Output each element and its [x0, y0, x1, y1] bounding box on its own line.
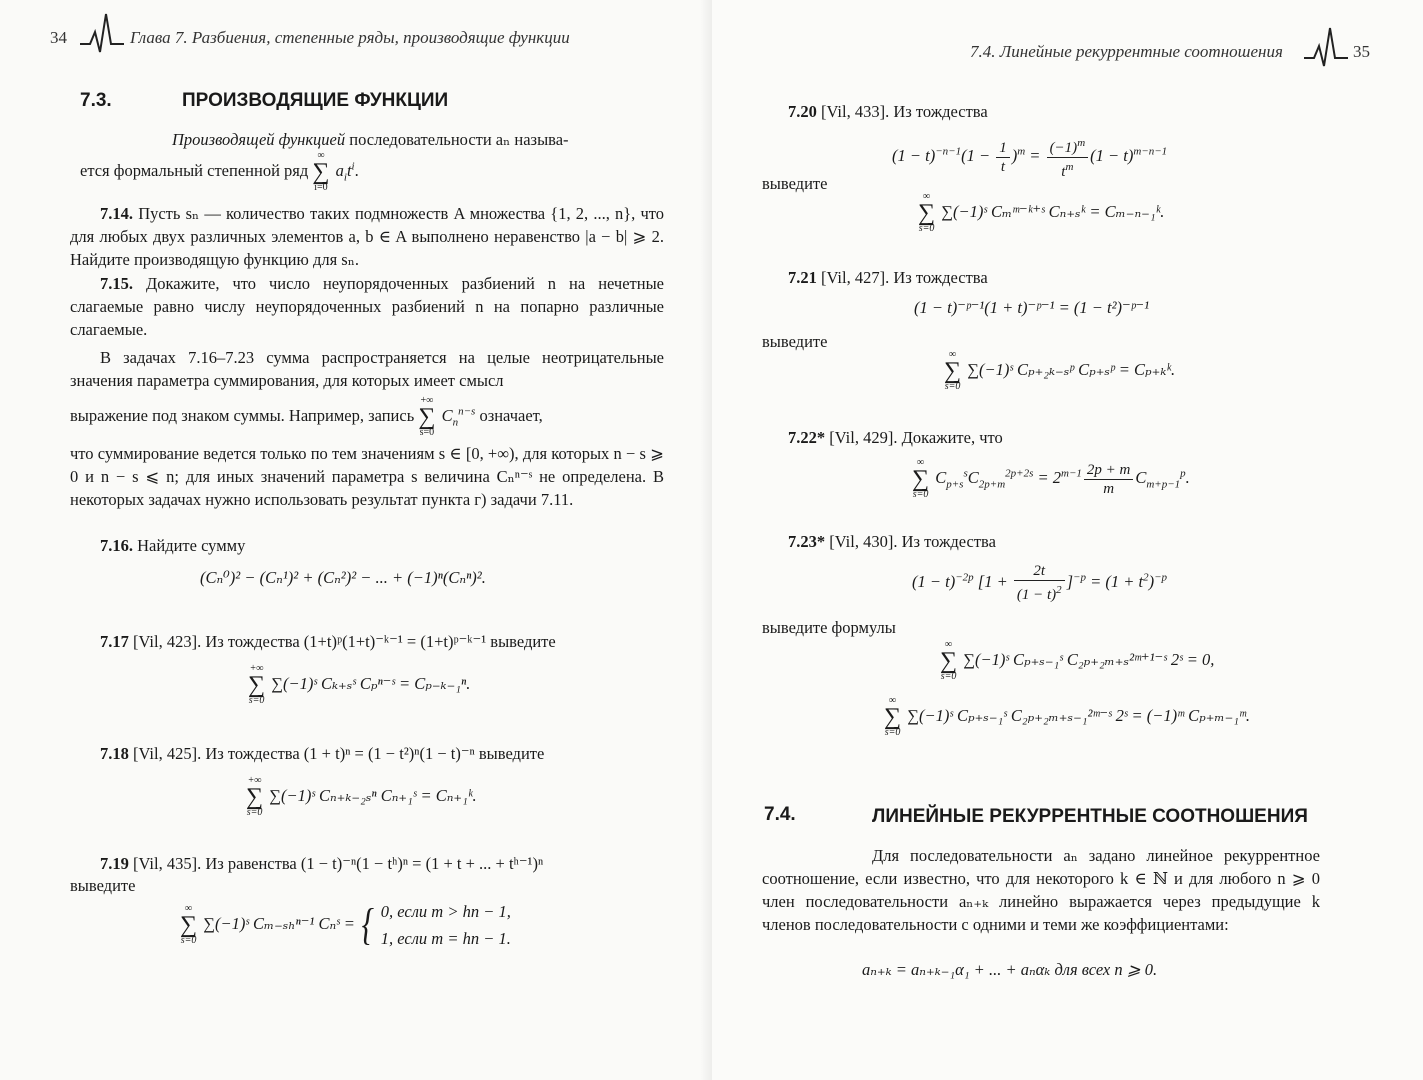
brace: {	[361, 900, 375, 949]
problem-7-17	[70, 630, 664, 653]
problem-number: 7.23*	[788, 532, 826, 551]
problem-7-21-line2: выведите	[762, 332, 828, 351]
formula-7-17	[248, 664, 470, 706]
running-header-left: Глава 7. Разбиения, степенные ряды, производящие функции	[130, 28, 570, 47]
problem-text: [Vil, 423]. Из тождества (1+t)ᵖ(1+t)⁻ᵏ⁻¹ = (1+t)ᵖ⁻ᵏ⁻¹ выведите	[133, 632, 556, 651]
recurrence-formula: aₙ₊ₖ = aₙ₊ₖ₋₁α₁ + ... + aₙαₖ для всех n ⩾ 0.	[862, 960, 1158, 979]
heartbeat-icon	[80, 12, 124, 56]
formula-7-20b-text: ∑(−1)ˢ Cₘᵐ⁻ᵏ⁺ˢ Cₙ₊ₛᵏ = Cₘ₋ₙ₋₁ᵏ.	[941, 201, 1165, 221]
problem-text: [Vil, 425]. Из тождества (1 + t)ⁿ = (1 − t²)ⁿ(1 − t)⁻ⁿ выведите	[133, 744, 545, 763]
formula-7-21b-text: ∑(−1)ˢ Cₚ₊₂ₖ₋ₛᵖ Cₚ₊ₛᵖ = Cₚ₊ₖᵏ.	[967, 359, 1176, 379]
formula-7-19-lhs: ∑(−1)ˢ Cₘ₋ₛₕⁿ⁻¹ Cₙˢ =	[203, 913, 355, 933]
sum-symbol: ∞ ∑ i=0	[312, 150, 330, 193]
problem-text: Докажите, что число неупорядоченных разбиений n на нечетные слагаемые равно числу неупорядоченных разбиений n на попарно различные слагаемые.	[70, 274, 665, 339]
sum-symbol: ∞ ∑ s=0	[884, 695, 902, 738]
problem-number: 7.21	[788, 268, 817, 287]
definition-paragraph: Производящей функцией последовательности aₙ называ- ется формальный степенной ряд ∞ ∑ i=0 $a_it^i$.	[80, 130, 569, 193]
formula-7-21b	[944, 350, 1175, 392]
sum-symbol: +∞ ∑ s=0	[248, 663, 266, 706]
problem-7-18	[70, 742, 664, 765]
problem-7-20-line2: выведите	[762, 174, 828, 193]
recurrence-definition: Для последовательности aₙ задано линейное рекуррентное соотношение, если известно, что для некоторого k ∈ ℕ и для любого n ⩾ 0 член последовательности aₙ₊ₖ линейно выражается через предыдущие k членов последовательности с одними и теми же коэффициентами:	[762, 846, 1320, 934]
definition-line2: ется формальный степенной ряд	[80, 160, 309, 180]
intro-paragraph-b: выражение под знаком суммы. Например, запись +∞ ∑ s=0 $C_n^{n-s}$ означает,	[70, 395, 543, 438]
problem-number: 7.15.	[100, 274, 133, 293]
problem-number: 7.17	[100, 632, 129, 651]
problem-7-21	[788, 266, 1348, 289]
formula-7-18	[246, 776, 477, 818]
formula-7-23: $(1 - t)^{-2p}$ [1 + $\frac{2t}{(1 - t)^2}$ ]$^{-p} = (1 + t^2)^{-p}$	[912, 563, 1168, 603]
problem-number: 7.22*	[788, 428, 826, 447]
intro-b1: выражение под знаком суммы. Например, запись	[70, 405, 415, 425]
problem-text: [Vil, 429]. Докажите, что	[829, 428, 1003, 447]
sum-symbol: ∞ ∑ s=0	[912, 457, 930, 500]
section-number-7-3: 7.3.	[80, 90, 112, 111]
problem-7-16	[70, 534, 664, 557]
problem-number: 7.14.	[100, 204, 133, 223]
page-number-left: 34	[50, 28, 67, 47]
section-title-7-4: ЛИНЕЙНЫЕ РЕКУРРЕНТНЫЕ СООТНОШЕНИЯ	[872, 806, 1308, 827]
sum-symbol: ∞ ∑ s=0	[940, 639, 958, 682]
sum-symbol: ∞ ∑ s=0	[180, 903, 198, 946]
problem-7-23-line2: выведите формулы	[762, 618, 896, 637]
definition-rest: последовательности aₙ называ-	[345, 130, 569, 149]
problem-number: 7.20	[788, 102, 817, 121]
definition-term: Производящей функцией	[172, 130, 346, 149]
case-2: 1, если m = hn − 1.	[380, 929, 511, 948]
heartbeat-icon	[1304, 26, 1348, 70]
formula-7-19	[180, 898, 511, 952]
problem-7-19	[70, 852, 664, 875]
fraction: $\frac{(-1)^m}{t^m}$	[1047, 134, 1089, 181]
sum-symbol: +∞ ∑ s=0	[418, 395, 436, 438]
page-number-right: 35	[1353, 42, 1370, 61]
problem-7-14	[70, 202, 664, 271]
formula-7-23c-text: ∑(−1)ˢ Cₚ₊ₛ₋₁ˢ C₂ₚ₊₂ₘ₊ₛ₋₁²ᵐ⁻ˢ 2ˢ = (−1)ᵐ Cₚ₊ₘ₋₁ᵐ.	[907, 705, 1251, 725]
running-header-right: 7.4. Линейные рекуррентные соотношения	[970, 42, 1283, 61]
case-1: 0, если m > hn − 1,	[380, 902, 511, 921]
problem-text: [Vil, 433]. Из тождества	[821, 102, 988, 121]
problem-number: 7.18	[100, 744, 129, 763]
problem-7-23	[788, 530, 1348, 553]
formula-7-23b-text: ∑(−1)ˢ Cₚ₊ₛ₋₁ˢ C₂ₚ₊₂ₘ₊ₛ²ᵐ⁺¹⁻ˢ 2ˢ = 0,	[963, 649, 1215, 669]
fraction: $\frac{2p + m}{m}$	[1084, 461, 1133, 498]
intro-b2: означает,	[479, 405, 543, 425]
problem-number: 7.19	[100, 854, 129, 873]
intro-paragraph-c: что суммирование ведется только по тем значениям s ∈ [0, +∞), для которых n − s ⩾ 0 и n − s ⩽ n; для иных значений параметра s величина Cₙⁿ⁻ˢ не определена. В некоторых задачах нужно использовать результат пункта г) задачи 7.11.	[70, 444, 664, 509]
problem-text: [Vil, 427]. Из тождества	[821, 268, 988, 287]
problem-7-22	[788, 426, 1348, 449]
problem-text: [Vil, 430]. Из тождества	[829, 532, 996, 551]
formula-7-16: (Cₙ⁰)² − (Cₙ¹)² + (Cₙ²)² − ... + (−1)ⁿ(Cₙⁿ)².	[200, 568, 486, 587]
formula-7-23b	[940, 640, 1214, 682]
problem-text: Найдите сумму	[137, 536, 246, 555]
problem-text: Пусть sₙ — количество таких подмножеств A множества {1, 2, ..., n}, что для любых двух различных элементов a, b ∈ A выполнено неравенство |a − b| ⩾ 2. Найдите производящую функцию для sₙ.	[70, 204, 665, 269]
problem-7-20	[788, 100, 1348, 123]
formula-7-22: ∞ ∑ s=0 $C_{p+s}^sC_{2p+m}^{2p+2s} = 2^{m-1}$ $\frac{2p + m}{m}$ $C_{m+p-1}^p$.	[912, 457, 1190, 500]
problem-number: 7.16.	[100, 536, 133, 555]
formula-7-17-text: ∑(−1)ˢ Cₖ₊ₛˢ Cₚⁿ⁻ˢ = Cₚ₋ₖ₋₁ⁿ.	[271, 673, 471, 693]
problem-text: [Vil, 435]. Из равенства (1 − t)⁻ⁿ(1 − tʰ)ⁿ = (1 + t + ... + tʰ⁻¹)ⁿ	[133, 854, 544, 873]
formula-7-21: (1 − t)⁻ᵖ⁻¹(1 + t)⁻ᵖ⁻¹ = (1 − t²)⁻ᵖ⁻¹	[914, 298, 1150, 317]
sum-symbol: ∞ ∑ s=0	[918, 191, 936, 234]
intro-paragraph-a: В задачах 7.16–7.23 сумма распространяется на целые неотрицательные значения параметра суммирования, для которых имеет смысл	[70, 348, 664, 390]
formula-7-19-cases	[381, 898, 511, 952]
formula-7-18-text: ∑(−1)ˢ Cₙ₊ₖ₋₂ₛⁿ Cₙ₊₁ˢ = Cₙ₊₁ᵏ.	[269, 785, 477, 805]
problem-7-15	[70, 272, 664, 341]
formula-7-20b	[918, 192, 1164, 234]
formula-7-23c	[884, 696, 1250, 738]
sum-symbol: +∞ ∑ s=0	[246, 775, 264, 818]
sum-symbol: ∞ ∑ s=0	[944, 349, 962, 392]
problem-7-19-line2: выведите	[70, 876, 136, 895]
formula-7-20: $(1 - t)^{-n-1}(1$ − $\frac{1}{t}$ )$^m$ = $\frac{(-1)^m}{t^m}$ $(1 - t)^{m-n-1}$	[892, 134, 1167, 181]
section-title-7-3: ПРОИЗВОДЯЩИЕ ФУНКЦИИ	[182, 90, 449, 111]
fraction: $\frac{1}{t}$	[996, 139, 1010, 176]
right-page	[712, 0, 1423, 1080]
section-number-7-4: 7.4.	[764, 804, 796, 825]
fraction: $\frac{2t}{(1 - t)^2}$	[1014, 562, 1065, 604]
